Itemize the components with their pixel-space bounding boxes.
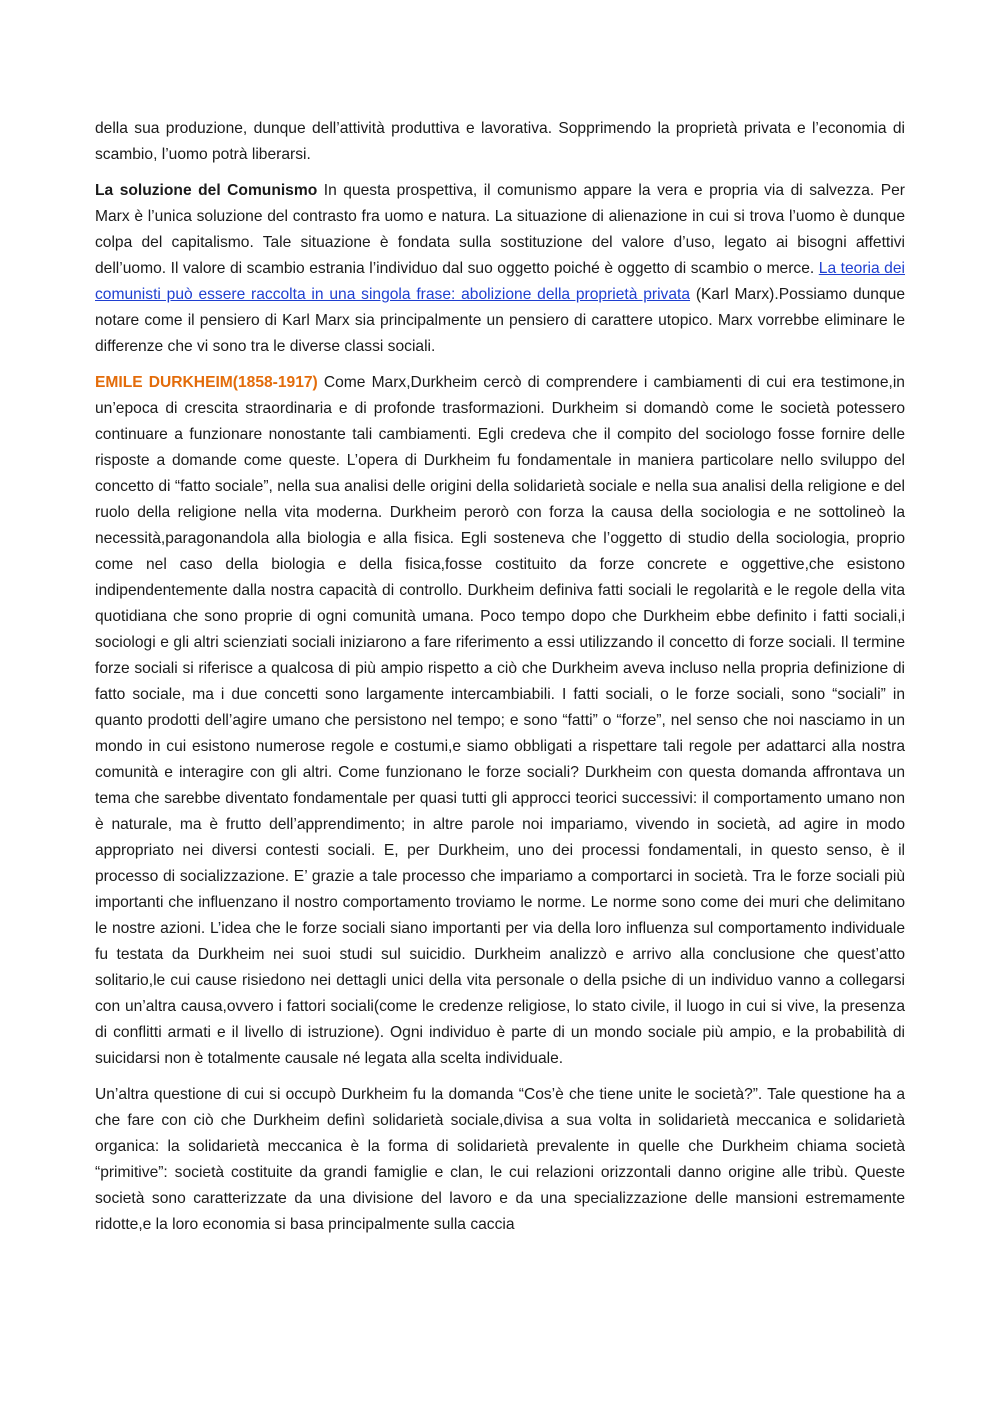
paragraph-production [95, 116, 905, 168]
paragraph-text: della sua produzione, dunque dell’attività produttiva e lavorativa. Sopprimendo la proprietà privata e l’economia di scambio, l’uomo potrà liberarsi. [95, 120, 905, 163]
document-body [95, 116, 905, 1248]
section-heading-durkheim: EMILE DURKHEIM(1858-1917) [95, 374, 318, 391]
section-heading-communism: La soluzione del Comunismo [95, 182, 318, 199]
marx-quote-link[interactable]: La teoria dei comunisti può essere raccolta in una singola frase: abolizione della proprietà privata [95, 260, 905, 303]
paragraph-solidarity [95, 1082, 905, 1238]
paragraph-text: Un’altra questione di cui si occupò Durkheim fu la domanda “Cos’è che tiene unite le società?”. Tale questione ha a che fare con ciò che Durkheim definì solidarietà sociale,divisa a sua volta in solidarietà meccanica e solidarietà organica: la solidarietà meccanica è la forma di solidarietà prevalente in quelle che Durkheim chiama società “primitive”: società costituite da grandi famiglie e clan, le cui relazioni orizzontali danno origine alle tribù. Queste società sono caratterizzate da una divisione del lavoro e da una specializzazione delle mansioni estremamente ridotte,e la loro economia si basa principalmente sulla caccia [95, 1086, 905, 1233]
paragraph-durkheim [95, 370, 905, 1072]
paragraph-text: In questa prospettiva, il comunismo appare la vera e propria via di salvezza. Per Marx è l’unica soluzione del contrasto fra uomo e natura. La situazione di alienazione in cui si trova l’uomo è dunque colpa del capitalismo. Tale situazione è fondata sulla sostituzione del valore d’uso, legato ai bisogni affettivi dell’uomo. Il valore di scambio estrania l’individuo dal suo oggetto poiché è oggetto di scambio o merce. [95, 182, 905, 277]
paragraph-communism [95, 178, 905, 360]
paragraph-text: (Karl Marx).Possiamo dunque notare come il pensiero di Karl Marx sia principalmente un pensiero di carattere utopico. Marx vorrebbe eliminare le differenze che vi sono tra le diverse classi sociali. [95, 286, 905, 355]
paragraph-text: Come Marx,Durkheim cercò di comprendere i cambiamenti di cui era testimone,in un’epoca di crescita straordinaria e di profonde trasformazioni. Durkheim si domandò come le società potessero continuare a funzionare nonostante tali cambiamenti. Egli credeva che il compito del sociologo fosse fornire delle risposte a domande come queste. L’opera di Durkheim fu fondamentale in maniera particolare nello sviluppo del concetto di “fatto sociale”, nella sua analisi delle origini della solidarietà sociale e nella sua analisi della religione e del ruolo della religione nella vita moderna. Durkheim perorò con forza la causa della sociologia e ne sottolineò la necessità,paragonandola alla biologia e alla fisica. Egli sosteneva che l’oggetto di studio della sociologia, proprio come nel caso della biologia e della fisica,fosse costituito da forze concrete e oggettive,che esistono indipendentemente dalla nostra capacità di controllo. Durkheim definiva fatti sociali le regolarità e le regole della vita quotidiana che sono proprie di ogni comunità umana. Poco tempo dopo che Durkheim ebbe definito i fatti sociali,i sociologi e gli altri scienziati sociali iniziarono a fare riferimento a essi utilizzando il concetto di forze sociali. Il termine forze sociali si riferisce a qualcosa di più ampio rispetto a ciò che Durkheim aveva incluso nella propria definizione di fatto sociale, ma i due concetti sono largamente intercambiabili. I fatti sociali, o le forze sociali, sono “sociali” in quanto prodotti dell’agire umano che persistono nel tempo; e sono “fatti” o “forze”, nel senso che noi nasciamo in un mondo in cui esistono numerose regole e costumi,e siamo obbligati a rispettare tali regole per adattarci alla nostra comunità e interagire con gli altri. Come funzionano le forze sociali? Durkheim con questa domanda affrontava un tema che sarebbe diventato fondamentale per quasi tutti gli approcci teorici successivi: il comportamento umano non è naturale, ma è frutto dell’apprendimento; in altre parole noi impariamo, vivendo in società, ad agire in modo appropriato nei diversi contesti sociali. E, per Durkheim, uno dei processi fondamentali, in questo senso, è il processo di socializzazione. E’ grazie a tale processo che impariamo a comportarci in società. Tra le forze sociali più importanti che influenzano il nostro comportamento troviamo le norme. Le norme sono come dei muri che delimitano le nostre azioni. L’idea che le forze sociali siano importanti per via della loro influenza sul comportamento individuale fu testata da Durkheim nei suoi studi sul suicidio. Durkheim analizzò e arrivo alla conclusione che quest’atto solitario,le cui cause risiedono nei dettagli unici della vita personale o della psiche di un individuo vanno a collegarsi con un’altra causa,ovvero i fattori sociali(come le credenze religiose, lo stato civile, il luogo in cui si vive, la presenza di conflitti armati e il livello di istruzione). Ogni individuo è parte di un mondo sociale più ampio, e la probabilità di suicidarsi non è totalmente causale né legata alla scelta individuale. [95, 374, 905, 1067]
